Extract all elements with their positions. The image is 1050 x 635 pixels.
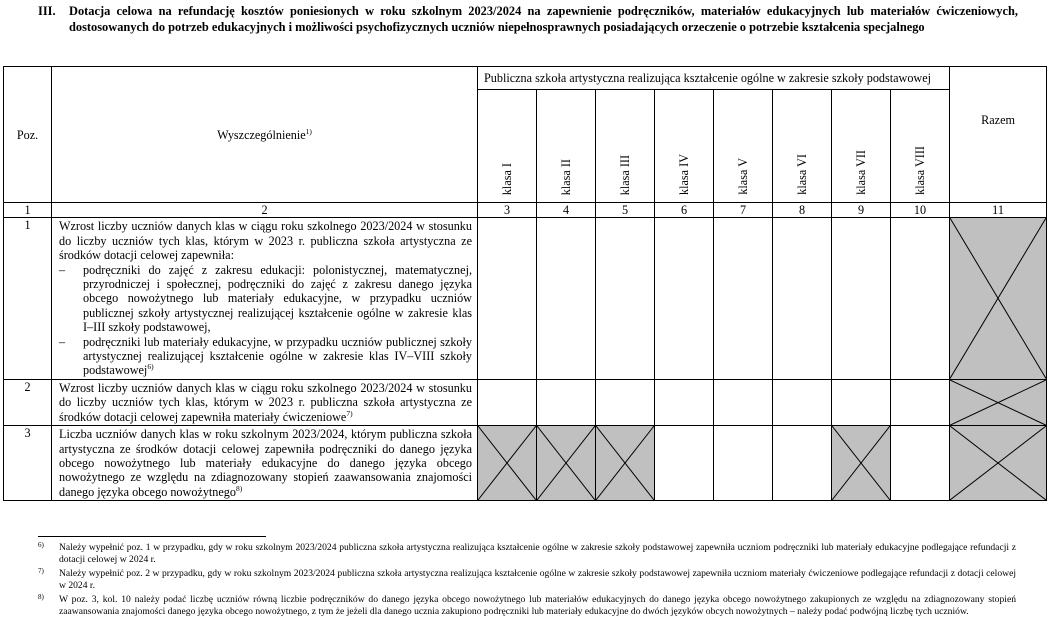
- row-poz: 2: [4, 379, 52, 425]
- bullet-item: [59, 335, 472, 378]
- row-intro: Wzrost liczby uczniów danych klas w ciągu roku szkolnego 2023/2024 w stosunku do liczby uczniów tych klas, którym w 2023 r. publiczna szkoła artystyczna ze środków dotacji celowej zapewniła:: [59, 219, 472, 263]
- cross-mark: [478, 426, 536, 500]
- input-cell[interactable]: [891, 426, 950, 501]
- klasa-7-label: klasa VII: [853, 150, 868, 195]
- column-number: 3: [478, 203, 537, 218]
- input-cell[interactable]: [478, 218, 537, 379]
- klasa-4-label: klasa IV: [676, 154, 691, 195]
- klasa-2-label: klasa II: [558, 158, 573, 195]
- input-cell[interactable]: [478, 379, 537, 425]
- column-number: 4: [537, 203, 596, 218]
- klasa-1-label: klasa I: [499, 162, 514, 195]
- row-text: Wzrost liczby uczniów danych klas w ciągu roku szkolnego 2023/2024 w stosunku do liczby uczniów tych klas, którym w 2023 r. publiczna szkoła artystyczna ze środków dotacji celowej zapewniła materiały ćwiczeniowe: [59, 380, 472, 424]
- input-cell[interactable]: [655, 218, 714, 379]
- header-klasa-8: [891, 90, 950, 203]
- bullet-dash: –: [59, 262, 66, 277]
- column-number: 2: [52, 203, 478, 218]
- column-number: 8: [773, 203, 832, 218]
- input-cell[interactable]: [596, 379, 655, 425]
- crossed-cell: [478, 426, 537, 501]
- input-cell[interactable]: [891, 379, 950, 425]
- column-number: 9: [832, 203, 891, 218]
- row-description: [52, 426, 478, 501]
- row-poz: 1: [4, 218, 52, 379]
- column-number: 6: [655, 203, 714, 218]
- column-number: 7: [714, 203, 773, 218]
- header-klasa-4: [655, 90, 714, 203]
- klasa-3-label: klasa III: [617, 154, 632, 195]
- input-cell[interactable]: [714, 426, 773, 501]
- crossed-cell: [950, 426, 1047, 501]
- klasa-5-label: klasa V: [735, 158, 750, 195]
- column-number: 5: [596, 203, 655, 218]
- header-klasa-1: [478, 90, 537, 203]
- footnote-text: Należy wypełnić poz. 2 w przypadku, gdy w roku szkolnym 2023/2024 publiczna szkoła artystyczna realizująca kształcenie ogólne w zakresie szkoły podstawowej zapewniła uczniom materiały ćwiczeniowe podlegające refundacji z dotacji celowej w 2024 r.: [59, 567, 1016, 591]
- header-klasa-6: [773, 90, 832, 203]
- cross-mark: [832, 426, 890, 500]
- input-cell[interactable]: [773, 218, 832, 379]
- header-school-group: Publiczna szkoła artystyczna realizująca kształcenie ogólne w zakresie szkoły podstawowej: [478, 67, 950, 90]
- header-poz: Poz.: [4, 67, 52, 203]
- header-klasa-5: [714, 90, 773, 203]
- table-row: [4, 379, 1047, 425]
- header-klasa-3: [596, 90, 655, 203]
- input-cell[interactable]: [596, 218, 655, 379]
- crossed-cell: [537, 426, 596, 501]
- input-cell[interactable]: [773, 426, 832, 501]
- footnote-text: W poz. 3, kol. 10 należy podać liczbę uczniów równą liczbie podręczników do danego języka obcego nowożytnego lub materiałów edukacyjnych do danego języka obcego nowożytnego zakupionych ze względu na zdiagnozowany stopień zaawansowania znajomości danego języka obcego nowożytnego, z tym że jeżeli dla danego ucznia zakupiono podręczniki lub materiały edukacyjne do dwóch języków obcych nowożytnych – należy podać podwójną liczbę tych uczniów.: [59, 593, 1016, 617]
- column-number: 1: [4, 203, 52, 218]
- crossed-cell: [950, 379, 1047, 425]
- bullet-dash: –: [59, 334, 66, 349]
- header-wyszczegolnienie: [52, 67, 478, 203]
- table-row: [4, 218, 1047, 379]
- cross-mark: [950, 218, 1046, 378]
- refund-table: [3, 66, 1047, 501]
- input-cell[interactable]: [773, 379, 832, 425]
- cross-mark: [950, 426, 1046, 500]
- cross-mark: [596, 426, 654, 500]
- input-cell[interactable]: [832, 218, 891, 379]
- crossed-cell: [596, 426, 655, 501]
- section-heading: [38, 4, 1018, 35]
- footnote-number: 7): [38, 566, 44, 575]
- input-cell[interactable]: [655, 426, 714, 501]
- crossed-cell: [832, 426, 891, 501]
- bullet-item: [59, 263, 472, 335]
- section-number: III.: [38, 4, 56, 18]
- bullet-text: podręczniki do zajęć z zakresu edukacji: polonistycznej, matematycznej, przyrodniczej i społecznej, podręczniki do zajęć z zakresu danego języka obcego nowożytnego lub materiały edukacyjne, w przypadku uczniów publicznej szkoły artystycznej realizującej kształcenie ogólne w zakresie klas I–III szkoły podstawowej,: [83, 262, 472, 335]
- column-number: 10: [891, 203, 950, 218]
- row-description: [52, 379, 478, 425]
- bullet-text: podręczniki lub materiały edukacyjne, w przypadku uczniów publicznej szkoły artystycznej realizującej kształcenie ogólne w zakresie klas IV–VIII szkoły podstawowej: [83, 334, 472, 378]
- input-cell[interactable]: [537, 218, 596, 379]
- column-number-row: [4, 203, 1047, 218]
- footnote-text: Należy wypełnić poz. 1 w przypadku, gdy w roku szkolnym 2023/2024 publiczna szkoła artystyczna realizująca kształcenie ogólne w zakresie szkoły podstawowej zapewniła uczniom podręczniki lub materiały edukacyjne podlegające refundacji z dotacji celowej w 2024 r.: [59, 542, 1016, 565]
- footnotes: [38, 542, 1016, 619]
- footnote-number: 6): [38, 541, 44, 549]
- input-cell[interactable]: [832, 379, 891, 425]
- footnote-ref: 8): [236, 483, 243, 493]
- input-cell[interactable]: [714, 218, 773, 379]
- cross-mark: [950, 380, 1046, 425]
- input-cell[interactable]: [655, 379, 714, 425]
- header-klasa-7: [832, 90, 891, 203]
- input-cell[interactable]: [714, 379, 773, 425]
- footnote: [38, 542, 1016, 566]
- row-text: Liczba uczniów danych klas w roku szkolnym 2023/2024, którym publiczna szkoła artystyczna ze środków dotacji celowej zapewniła podręczniki do danego języka obcego nowożytnego lub materiały edukacyjne do danego języka obcego nowożytnego ze względu na zdiagnozowany stopień zaawansowania znajomości danego języka obcego nowożytnego: [59, 427, 472, 499]
- footnote: [38, 594, 1016, 618]
- input-cell[interactable]: [891, 218, 950, 379]
- header-razem: Razem: [950, 67, 1047, 203]
- footnote-ref: 6): [147, 362, 154, 372]
- input-cell[interactable]: [537, 379, 596, 425]
- header-footnote-ref: 1): [305, 126, 312, 136]
- header-wyszczegolnienie-label: Wyszczególnienie: [217, 127, 306, 142]
- header-row-1: [4, 67, 1047, 90]
- footnote-number: 8): [38, 592, 44, 601]
- footnote: [38, 568, 1016, 592]
- row-poz: 3: [4, 426, 52, 501]
- footnote-ref: 7): [346, 408, 353, 418]
- section-title: Dotacja celowa na refundację kosztów poniesionych w roku szkolnym 2023/2024 na zapewnienie podręczników, materiałów edukacyjnych lub materiałów ćwiczeniowych, dostosowanych do potrzeb edukacyjnych i możliwości psychofizycznych uczniów niepełnosprawnych posiadających orzeczenie o potrzebie kształcenia specjalnego: [69, 4, 1018, 34]
- header-klasa-2: [537, 90, 596, 203]
- row-description: [52, 218, 478, 379]
- crossed-cell: [950, 218, 1047, 379]
- column-number: 11: [950, 203, 1047, 218]
- table-row: [4, 426, 1047, 501]
- cross-mark: [537, 426, 595, 500]
- footnote-separator: [38, 536, 266, 537]
- klasa-8-label: klasa VIII: [912, 146, 927, 195]
- klasa-6-label: klasa VI: [794, 154, 809, 195]
